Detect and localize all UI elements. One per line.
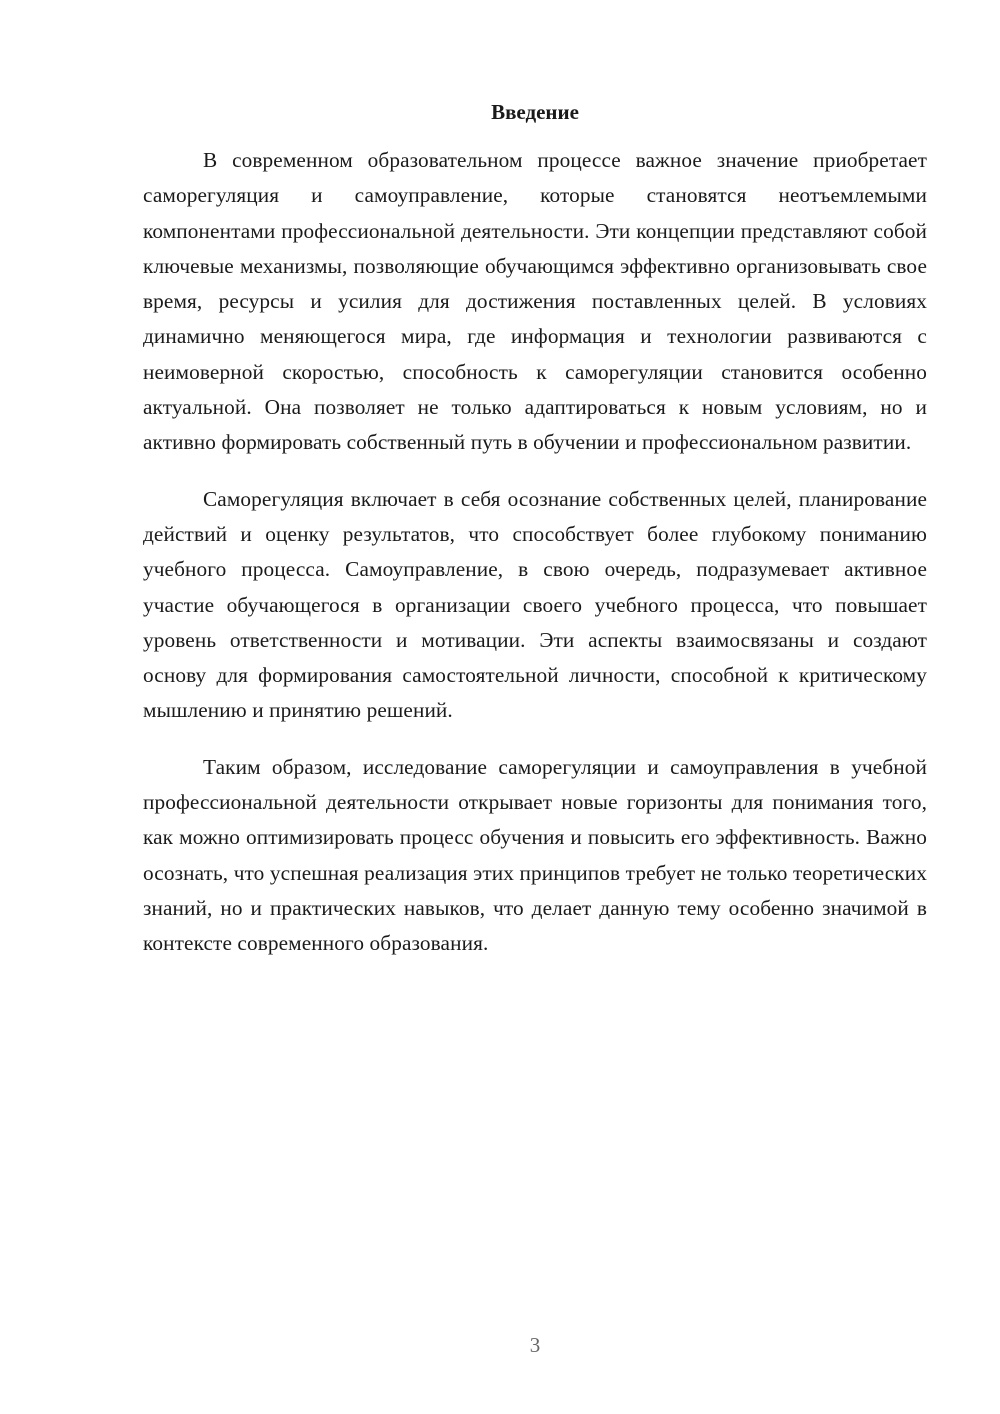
section-title: Введение bbox=[491, 100, 579, 124]
paragraph-1: В современном образовательном процессе важное значение приобретает саморегуляция и самоуправление, которые становятся неотъемлемыми компонентами профессиональной деятельности. Эти концепции представляют собой ключевые механизмы, позволяющие обучающимся эффективно организовывать свое время, ресурсы и усилия для достижения поставленных целей. В условиях динамично меняющегося мира, где информация и технологии развиваются с неимоверной скоростью, способность к саморегуляции становится особенно актуальной. Она позволяет не только адаптироваться к новым условиям, но и активно формировать собственный путь в обучении и профессиональном развитии. bbox=[143, 148, 927, 455]
paragraph-2: Саморегуляция включает в себя осознание собственных целей, планирование действий и оценку результатов, что способствует более глубокому пониманию учебного процесса. Самоуправление, в свою очередь, подразумевает активное участие обучающегося в организации своего учебного процесса, что повышает уровень ответственности и мотивации. Эти аспекты взаимосвязаны и создают основу для формирования самостоятельной личности, способной к критическому мышлению и принятию решений. bbox=[143, 486, 927, 723]
body-text bbox=[143, 143, 927, 983]
page-number: 3 bbox=[529, 1333, 541, 1357]
paragraph-3: Таким образом, исследование саморегуляции и самоуправления в учебной профессиональной деятельности открывает новые горизонты для понимания того, как можно оптимизировать процесс обучения и повысить его эффективность. Важно осознать, что успешная реализация этих принципов требует не только теоретических знаний, но и практических навыков, что делает данную тему особенно значимой в контексте современного образования. bbox=[143, 754, 927, 956]
